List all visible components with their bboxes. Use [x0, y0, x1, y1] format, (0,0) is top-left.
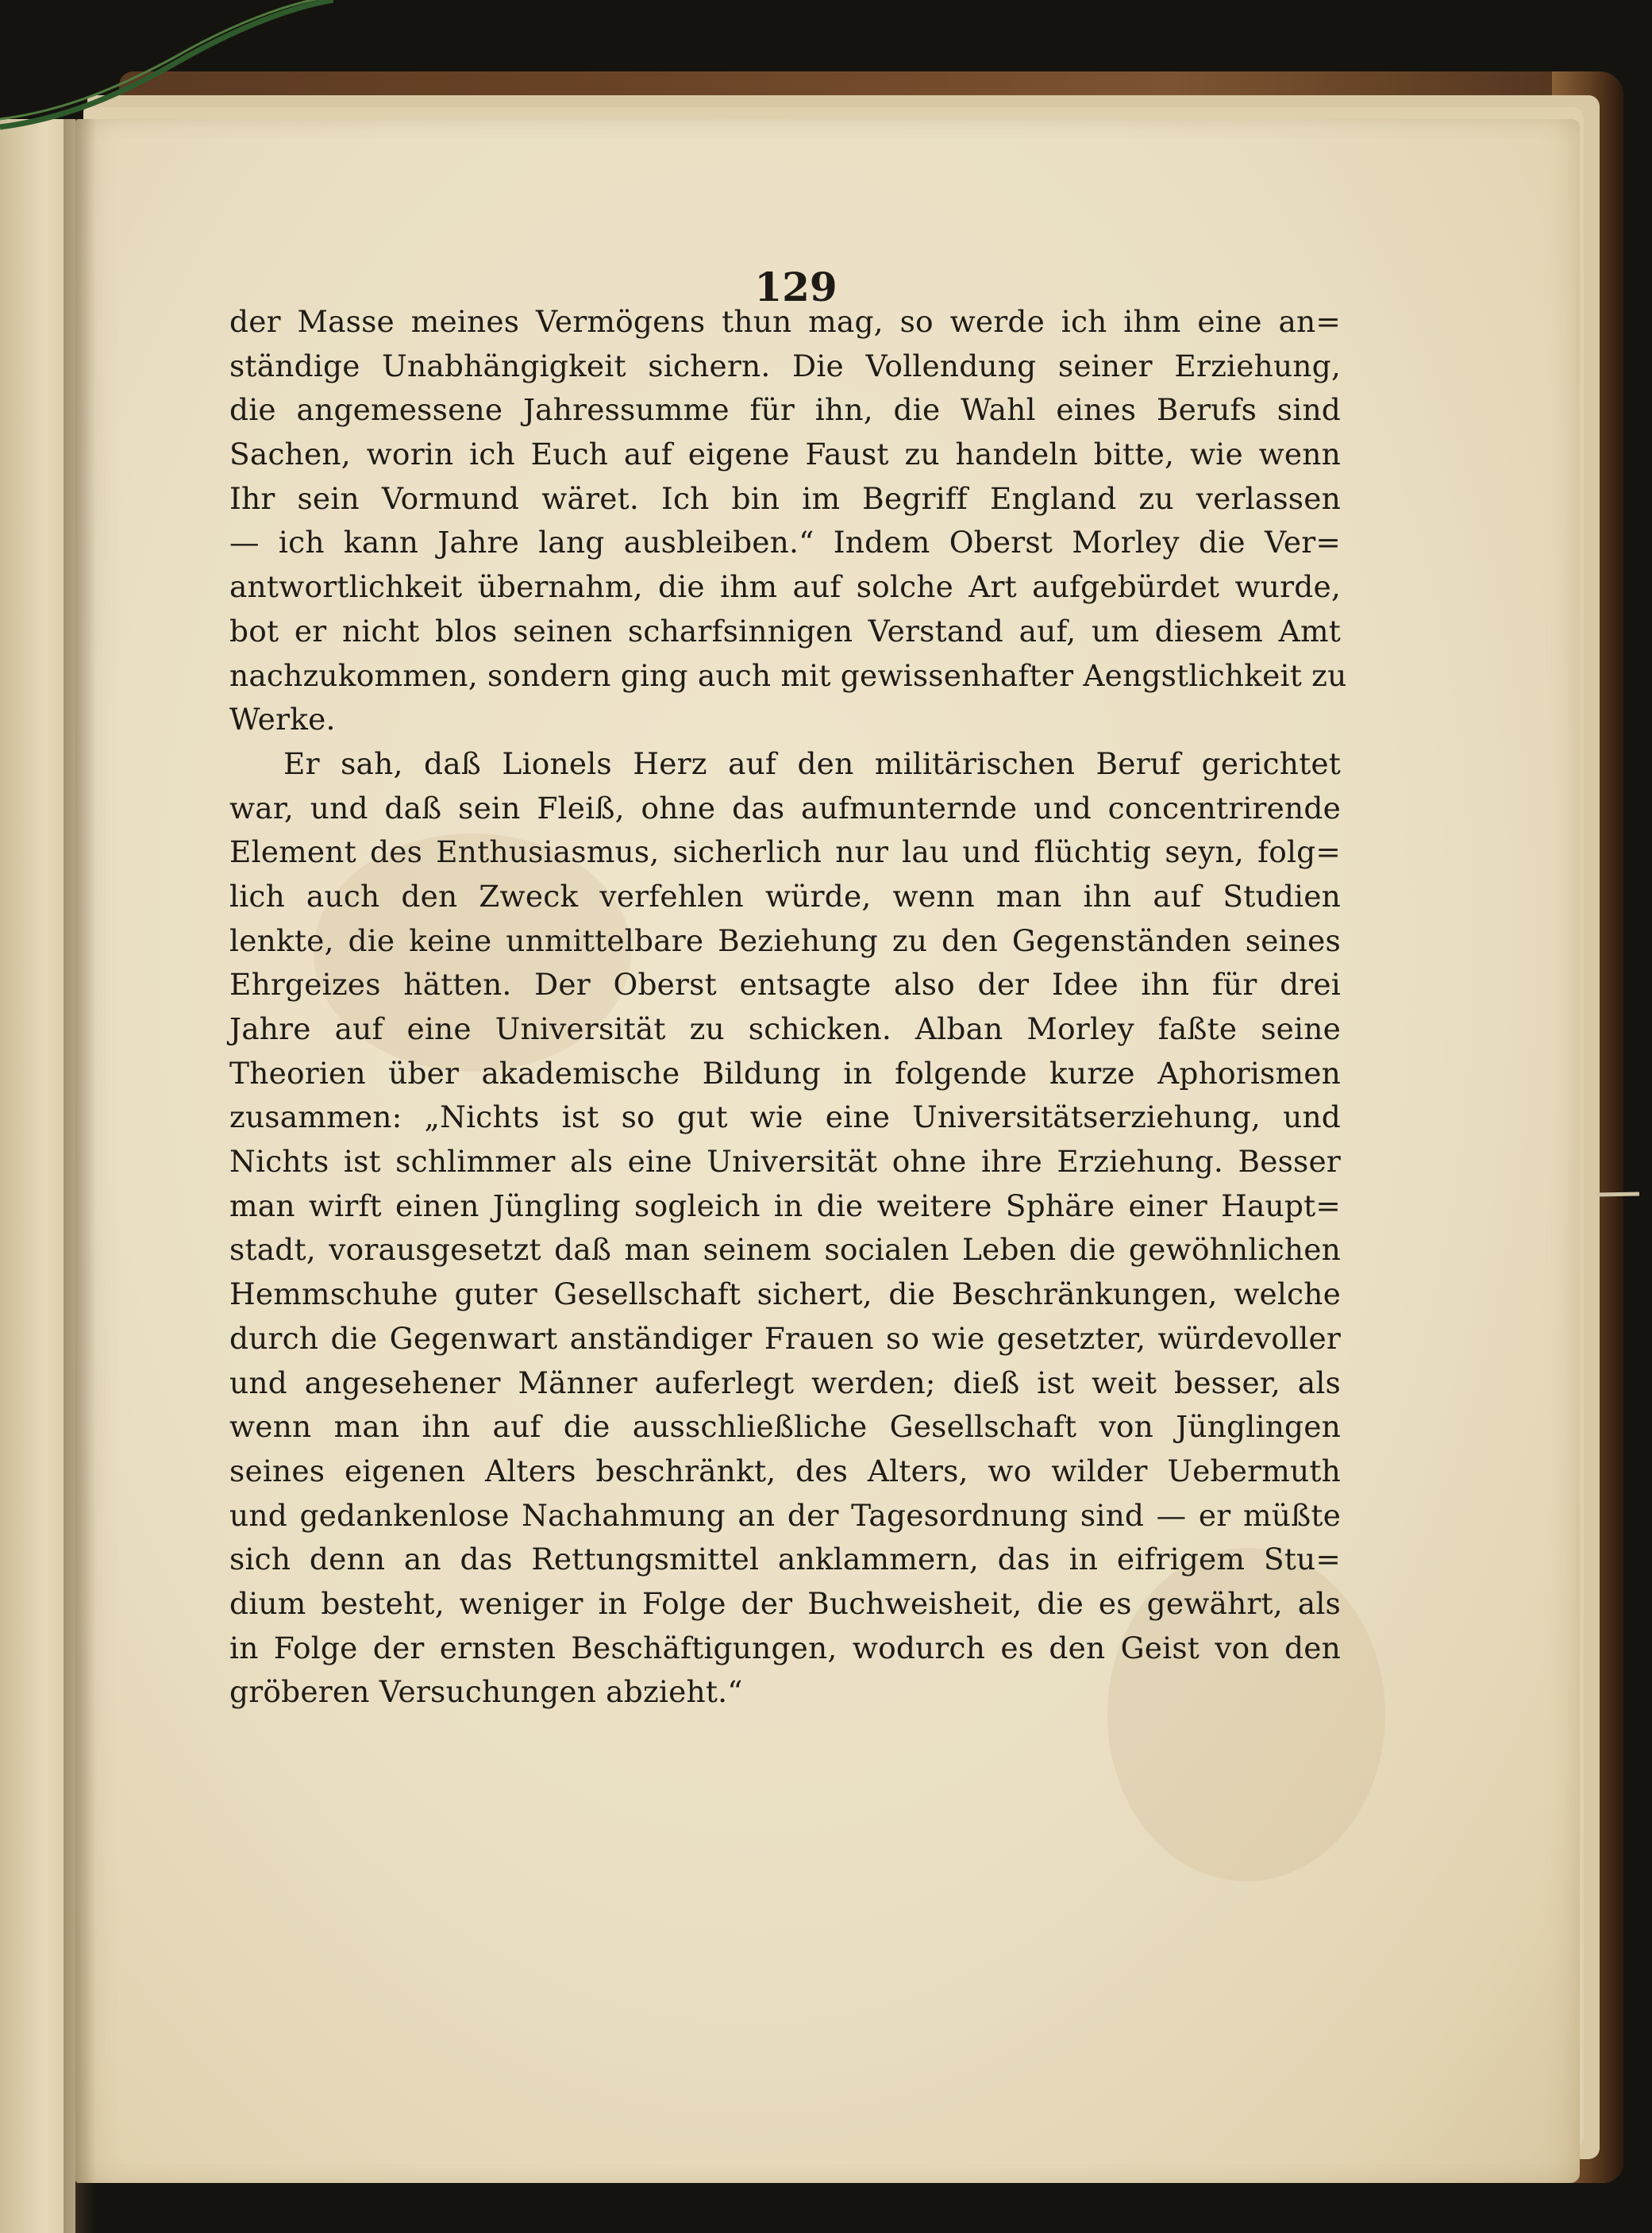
text-line: Werke.: [229, 702, 336, 737]
text-line: in Folge der ernsten Beschäftigungen, wodurch es den Geist von den: [229, 1630, 1341, 1665]
text-line: gröberen Versuchungen abzieht.“: [229, 1674, 743, 1710]
text-line: bot er nicht blos seinen scharfsinnigen Verstand auf, um diesem Amt: [229, 613, 1341, 649]
text-line: man wirft einen Jüngling sogleich in die weitere Sphäre einer Haupt=: [229, 1188, 1341, 1223]
text-line: Theorien über akademische Bildung in folgende kurze Aphorismen: [229, 1055, 1341, 1091]
text-line: Nichts ist schlimmer als eine Universität ohne ihre Erziehung. Besser: [229, 1144, 1341, 1180]
text-line: der Masse meines Vermögens thun mag, so werde ich ihm eine an=: [229, 304, 1341, 339]
text-line: und gedankenlose Nachahmung an der Tagesordnung sind — er müßte: [229, 1497, 1341, 1533]
text-line: zusammen: „Nichts ist so gut wie eine Universitätserziehung, und: [229, 1099, 1341, 1135]
text-line: — ich kann Jahre lang ausbleiben.“ Indem Oberst Morley die Ver=: [229, 525, 1341, 560]
text-line: ständige Unabhängigkeit sichern. Die Vollendung seiner Erziehung,: [229, 348, 1341, 383]
text-line: Ehrgeizes hätten. Der Oberst entsagte also der Idee ihn für drei: [229, 967, 1341, 1003]
book-page: [75, 119, 1580, 2183]
text-line: nachzukommen, sondern ging auch mit gewissenhafter Aengstlichkeit zu: [229, 657, 1347, 693]
binding-thread-icon: [1596, 1183, 1639, 1207]
page-gutter-shadow: [64, 119, 95, 2233]
text-line: sich denn an das Rettungsmittel anklammern, das in eifrigem Stu=: [229, 1542, 1341, 1577]
text-line: wenn man ihn auf die ausschließliche Gesellschaft von Jünglingen: [229, 1409, 1341, 1445]
text-line: war, und daß sein Fleiß, ohne das aufmunternde und concentrirende: [229, 790, 1341, 826]
text-line: stadt, vorausgesetzt daß man seinem socialen Leben die gewöhnlichen: [229, 1232, 1341, 1268]
text-line: und angesehener Männer auferlegt werden; dieß ist weit besser, als: [229, 1365, 1341, 1400]
text-line: Er sah, daß Lionels Herz auf den militärischen Beruf gerichtet: [283, 745, 1341, 781]
text-line: dium besteht, weniger in Folge der Buchweisheit, die es gewährt, als: [229, 1585, 1341, 1621]
text-line: durch die Gegenwart anständiger Frauen so wie gesetzter, würdevoller: [229, 1320, 1341, 1356]
text-line: lich auch den Zweck verfehlen würde, wenn man ihn auf Studien: [229, 878, 1341, 914]
text-line: antwortlichkeit übernahm, die ihm auf solche Art aufgebürdet wurde,: [229, 569, 1341, 605]
text-line: Hemmschuhe guter Gesellschaft sichert, die Beschränkungen, welche: [229, 1276, 1341, 1312]
text-line: seines eigenen Alters beschränkt, des Alters, wo wilder Uebermuth: [229, 1453, 1341, 1488]
text-line: lenkte, die keine unmittelbare Beziehung zu den Gegenständen seines: [229, 922, 1341, 958]
text-line: Jahre auf eine Universität zu schicken. Alban Morley faßte seine: [229, 1011, 1341, 1046]
text-line: Ihr sein Vormund wäret. Ich bin im Begriff England zu verlassen: [229, 480, 1341, 516]
text-line: die angemessene Jahressumme für ihn, die Wahl eines Berufs sind: [229, 392, 1341, 428]
page-number: 129: [754, 264, 838, 310]
text-line: Sachen, worin ich Euch auf eigene Faust zu handeln bitte, wie wenn: [229, 437, 1341, 472]
text-line: Element des Enthusiasmus, sicherlich nur lau und flüchtig seyn, folg=: [229, 834, 1341, 870]
bookmark-ribbon-icon: [0, 0, 333, 159]
body-text: [229, 300, 1347, 1715]
